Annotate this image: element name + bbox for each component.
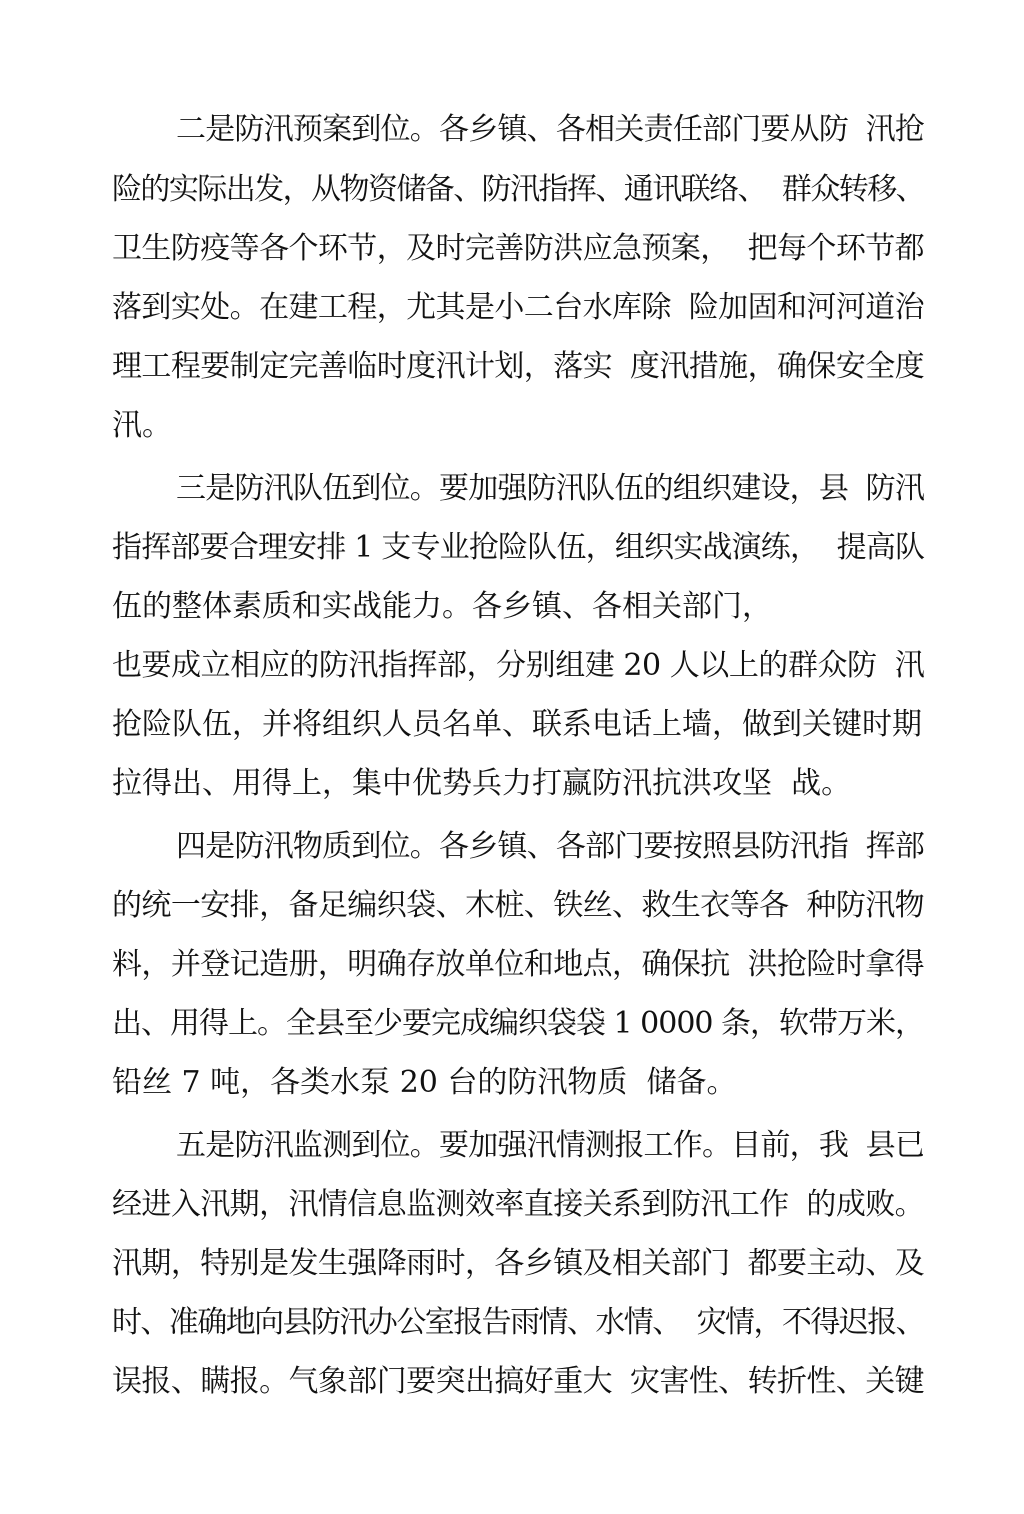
text-line: 五是防汛监测到位。要加强汛情测报工作。目前，我 县已 (176, 1128, 925, 1163)
text-line: 误报、瞒报。气象部门要突出搞好重大 灾害性、转折性、关键 (112, 1364, 925, 1399)
text-line: 险的实际出发，从物资储备、防汛指挥、通讯联络、 群众转移、 (112, 172, 925, 207)
text-line: 卫生防疫等各个环节，及时完善防洪应急预案， 把每个环节都 (112, 231, 925, 266)
text-line: 理工程要制定完善临时度汛计划，落实 度汛措施，确保安全度 (112, 349, 925, 384)
text-line: 指挥部要合理安排 1 支专业抢险队伍，组织实战演练， 提高队 (112, 530, 925, 565)
text-line: 落到实处。在建工程，尤其是小二台水库除 险加固和河河道治 (112, 290, 925, 325)
text-line: 铅丝 7 吨，各类水泵 20 台的防汛物质 储备。 (112, 1065, 737, 1100)
text-line: 也要成立相应的防汛指挥部，分别组建 20 人以上的群众防 汛 (112, 648, 925, 683)
text-line: 伍的整体素质和实战能力。各乡镇、各相关部门， (112, 589, 772, 624)
text-line: 抢险队伍，并将组织人员名单、联系电话上墙，做到关键时期 (112, 707, 922, 742)
text-line: 四是防汛物质到位。各乡镇、各部门要按照县防汛指 挥部 (176, 829, 925, 864)
text-line: 经进入汛期，汛情信息监测效率直接关系到防汛工作 的成败。 (112, 1187, 925, 1222)
text-line: 的统一安排，备足编织袋、木桩、铁丝、救生衣等各 种防汛物 (112, 888, 925, 923)
text-line: 出、用得上。全县至少要完成编织袋袋 1 0000 条，软带万米， (112, 1006, 925, 1041)
text-line: 二是防汛预案到位。各乡镇、各相关责任部门要从防 汛抢 (176, 112, 925, 147)
text-line: 三是防汛队伍到位。要加强防汛队伍的组织建设，县 防汛 (176, 471, 925, 506)
text-line: 时、准确地向县防汛办公室报告雨情、水情、 灾情，不得迟报、 (112, 1305, 925, 1340)
text-line: 料，并登记造册，明确存放单位和地点，确保抗 洪抢险时拿得 (112, 947, 925, 982)
text-line: 汛。 (112, 408, 172, 443)
text-line: 汛期，特别是发生强降雨时，各乡镇及相关部门 都要主动、及 (112, 1246, 925, 1281)
text-line: 拉得出、用得上，集中优势兵力打赢防汛抗洪攻坚 战。 (112, 766, 852, 801)
